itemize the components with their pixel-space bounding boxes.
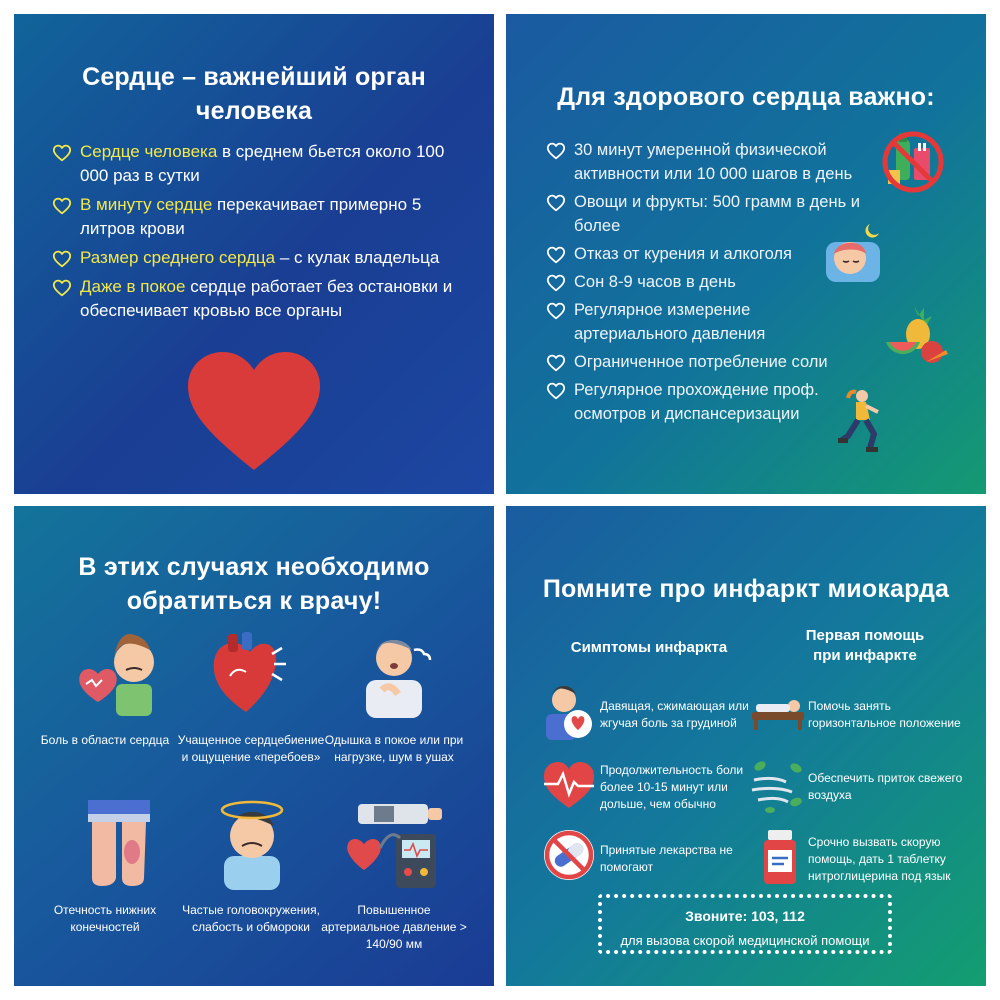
facts-list <box>52 140 472 328</box>
fact-text: перекачивает примерно 5 литров крови <box>80 195 422 238</box>
heart-outline-icon <box>546 274 566 292</box>
heart-outline-icon <box>546 354 566 372</box>
healthy-item-text: Ограниченное потребление соли <box>574 353 828 371</box>
healthy-item-text: 30 минут умеренной физической активности или 10 000 шагов в день <box>574 141 853 183</box>
heart-palpitation-icon <box>210 630 290 718</box>
healthy-item <box>546 298 866 346</box>
no-smoking-alcohol-icon <box>878 128 948 194</box>
heart-outline-icon <box>52 197 72 215</box>
fact-text: в среднем бьется около 100 000 раз в сутки <box>80 142 445 185</box>
dizziness-icon <box>212 796 292 890</box>
symptom-text: Давящая, сжимающая или жгучая боль за грудиной <box>600 699 749 730</box>
heart-outline-icon <box>546 142 566 160</box>
fact-highlight: Сердце человека <box>80 142 218 161</box>
running-icon <box>836 388 886 454</box>
heart-outline-icon <box>546 246 566 264</box>
sleep-icon <box>820 220 890 286</box>
healthy-item <box>546 242 866 266</box>
no-pills-icon <box>542 828 596 882</box>
fact-text: сердце работает без остановки и обеспечивает кровью все органы <box>80 277 453 320</box>
fact-highlight: В минуту сердце <box>80 195 213 214</box>
healthy-item-text: Регулярное прохождение проф. осмотров и диспансеризации <box>574 381 819 423</box>
healthy-item <box>546 190 866 238</box>
first-aid-text: Помочь занять горизонтальное положение <box>808 699 961 730</box>
chest-pain-icon <box>76 630 160 718</box>
heartbeat-icon <box>542 760 596 810</box>
healthy-item <box>546 378 866 426</box>
panel4-title: Помните про инфаркт миокарда <box>542 575 950 603</box>
fact-highlight: Размер среднего сердца <box>80 248 276 267</box>
emergency-note: для вызова скорой медицинской помощи <box>620 933 870 948</box>
blood-pressure-monitor-icon <box>344 802 444 890</box>
heart-outline-icon <box>52 279 72 297</box>
heart-outline-icon <box>546 302 566 320</box>
symptom-caption: Учащенное сердцебиение и ощущение «перебоев» <box>177 733 325 764</box>
symptom-text: Принятые лекарства не помогают <box>600 843 733 874</box>
symptoms-heading: Симптомы инфаркта <box>570 639 728 656</box>
panel-see-doctor <box>14 506 494 986</box>
fruits-icon <box>884 304 950 370</box>
fact-highlight: Даже в покое <box>80 277 186 296</box>
healthy-list <box>546 138 866 430</box>
healthy-item <box>546 138 866 186</box>
heart-outline-icon <box>546 194 566 212</box>
heart-outline-icon <box>52 144 72 162</box>
big-heart-icon <box>186 350 322 472</box>
panel1-title <box>14 60 494 128</box>
fact-item <box>52 275 472 323</box>
first-aid-heading <box>780 626 950 666</box>
symptom-caption: Повышенное артериальное давление > 140/90 мм <box>321 903 467 951</box>
first-aid-heading-line2: при инфаркте <box>813 647 917 664</box>
symptom-caption: Боль в области сердца <box>40 733 170 747</box>
panel-healthy-heart <box>506 14 986 494</box>
panel3-title-line1: В этих случаях необходимо <box>78 553 430 581</box>
leg-swelling-icon <box>84 798 154 890</box>
fact-item <box>52 193 472 241</box>
healthy-item-text: Отказ от курения и алкоголя <box>574 245 792 263</box>
healthy-item-text: Сон 8-9 часов в день <box>574 273 736 291</box>
heart-outline-icon <box>546 382 566 400</box>
panel3-title <box>14 550 494 618</box>
nitroglycerin-bottle-icon <box>762 828 798 886</box>
healthy-item <box>546 270 866 294</box>
heart-pain-person-icon <box>542 684 596 742</box>
healthy-item <box>546 350 866 374</box>
fact-item <box>52 140 472 188</box>
first-aid-text: Обеспечить приток свежего воздуха <box>808 771 963 802</box>
fact-text: – с кулак владельца <box>275 248 440 267</box>
symptom-caption: Отечность нижних конечностей <box>53 903 157 934</box>
panel2-title: Для здорового сердца важно: <box>557 83 935 111</box>
emergency-numbers: Звоните: 103, 112 <box>685 908 805 924</box>
lying-person-icon <box>750 696 806 730</box>
first-aid-heading-line1: Первая помощь <box>805 627 925 644</box>
panel3-title-line2: обратиться к врачу! <box>126 587 382 615</box>
panel-heart-facts <box>14 14 494 494</box>
first-aid-text: Срочно вызвать скорую помощь, дать 1 таблетку нитроглицерина под язык <box>808 835 951 883</box>
fresh-air-icon <box>750 758 806 816</box>
emergency-call-box <box>598 894 892 954</box>
panel1-title-line2: человека <box>195 97 313 125</box>
heart-outline-icon <box>52 250 72 268</box>
shortness-of-breath-icon <box>354 630 438 718</box>
healthy-item-text: Овощи и фрукты: 500 грамм в день и более <box>574 193 860 235</box>
symptom-text: Продолжительность боли более 10-15 минут или дольше, чем обычно <box>600 763 744 811</box>
healthy-item-text: Регулярное измерение артериального давления <box>574 301 766 343</box>
symptom-caption: Частые головокружения, слабость и обмороки <box>182 903 320 934</box>
panel1-title-line1: Сердце – важнейший орган <box>82 63 426 91</box>
panel-heart-attack <box>506 506 986 986</box>
fact-item <box>52 246 472 270</box>
symptom-caption: Одышка в покое или при нагрузке, шум в ушах <box>324 733 464 764</box>
